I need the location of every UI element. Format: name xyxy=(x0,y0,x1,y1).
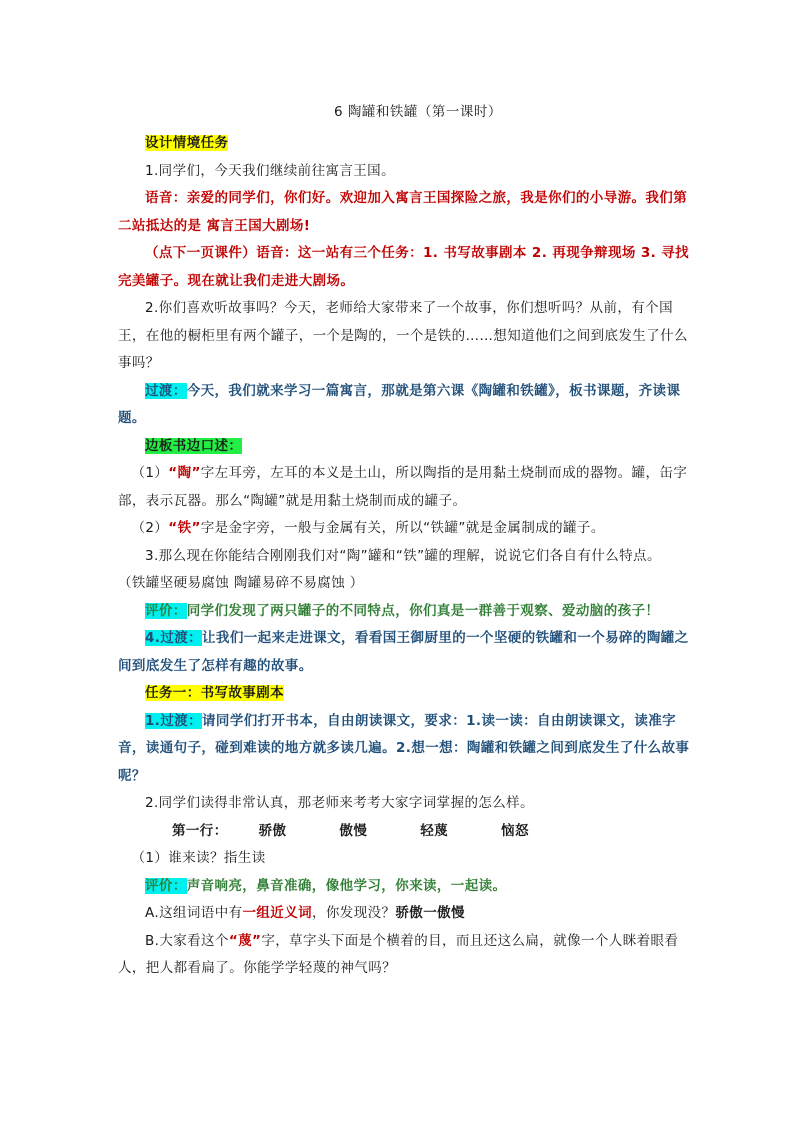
section-heading-task-design: 设计情境任务 xyxy=(145,135,229,151)
paragraph-features: 3.那么现在你能结合刚刚我们对“陶”罐和“铁”罐的理解，说说它们各自有什么特点。 xyxy=(145,547,661,564)
paragraph-synonym: A.这组词语中有一组近义词，你发现没？骄傲一傲慢 xyxy=(145,905,465,921)
word-3: 轻蔑 xyxy=(420,822,449,839)
section-heading-board: 边板书边口述： xyxy=(145,437,243,454)
paragraph-answer: （铁罐坚硬易腐蚀 陶罐易碎不易腐蚀 ） xyxy=(118,575,364,591)
paragraph-evaluation-2: 评价：声音响亮，鼻音准确，像他学习，你来读，一起读。 xyxy=(145,877,507,894)
word-2: 傲慢 xyxy=(339,822,368,839)
lesson-title: 6 陶罐和铁罐（第一课时） xyxy=(334,104,502,120)
word-4: 恼怒 xyxy=(501,822,529,839)
paragraph-evaluation-1: 评价：同学们发现了两只罐子的不同特点，你们真是一群善于观察、爱动脑的孩子！ xyxy=(145,602,660,619)
word-row-1: 第一行： 骄傲 傲慢 轻蔑 恼怒 xyxy=(118,818,698,846)
paragraph-intro: 1.同学们，今天我们继续前往寓言王国。 xyxy=(145,162,395,179)
paragraph-voice-2: （点下一页课件）语音：这一站有三个任务：1. 书写故事剧本 2. 再现争辩现场 3. 寻找完美罐子。现在就让我们走进大剧场。 xyxy=(118,245,690,289)
paragraph-mie: B.大家看这个“蔑”字，草字头下面是个横着的目，而且还这么扁，就像一个人眯着眼看人，把人都看扁了。你能学学轻蔑的神气吗？ xyxy=(118,932,679,976)
word-1: 骄傲 xyxy=(258,822,287,839)
section-heading-task-one: 任务一：书写故事剧本 xyxy=(145,685,284,701)
paragraph-transition-1: 过渡：今天，我们就来学习一篇寓言，那就是第六课《陶罐和铁罐》，板书课题，齐读课题。 xyxy=(118,382,681,426)
paragraph-transition-3: 1.过渡：请同学们打开书本，自由朗读课文，要求：1.读一读：自由朗读课文，读准字音，读通句子，碰到难读的地方就多读几遍。2.想一想：陶罐和铁罐之间到底发生了什么故事呢？ xyxy=(118,712,690,784)
paragraph-voice-1: 语音：亲爱的同学们，你们好。欢迎加入寓言王国探险之旅，我是你们的小导游。我们第二站抵达的是 寓言王国大剧场! xyxy=(118,190,688,234)
paragraph-story: 2.你们喜欢听故事吗？今天，老师给大家带来了一个故事，你们想听吗？从前，有个国王，在他的橱柜里有两个罐子，一个是陶的，一个是铁的……想知道他们之间到底发生了什么事吗？ xyxy=(118,300,688,371)
paragraph-vocab-intro: 2.同学们读得非常认真，那老师来考考大家字词掌握的怎么样。 xyxy=(145,795,534,811)
paragraph-tao: （1）“陶”字左耳旁，左耳的本义是土山，所以陶指的是用黏土烧制而成的器物。罐，缶字部，表示瓦器。那么“陶罐”就是用黏土烧制而成的罐子。 xyxy=(118,465,688,509)
paragraph-tie: （2）“铁”字是金字旁，一般与金属有关，所以“铁罐”就是金属制成的罐子。 xyxy=(131,520,605,536)
paragraph-read: （1）谁来读？指生读 xyxy=(131,850,266,866)
paragraph-transition-2: 4.过渡：让我们一起来走进课文，看看国王御厨里的一个坚硬的铁罐和一个易碎的陶罐之间到底发生了怎样有趣的故事。 xyxy=(118,630,689,674)
